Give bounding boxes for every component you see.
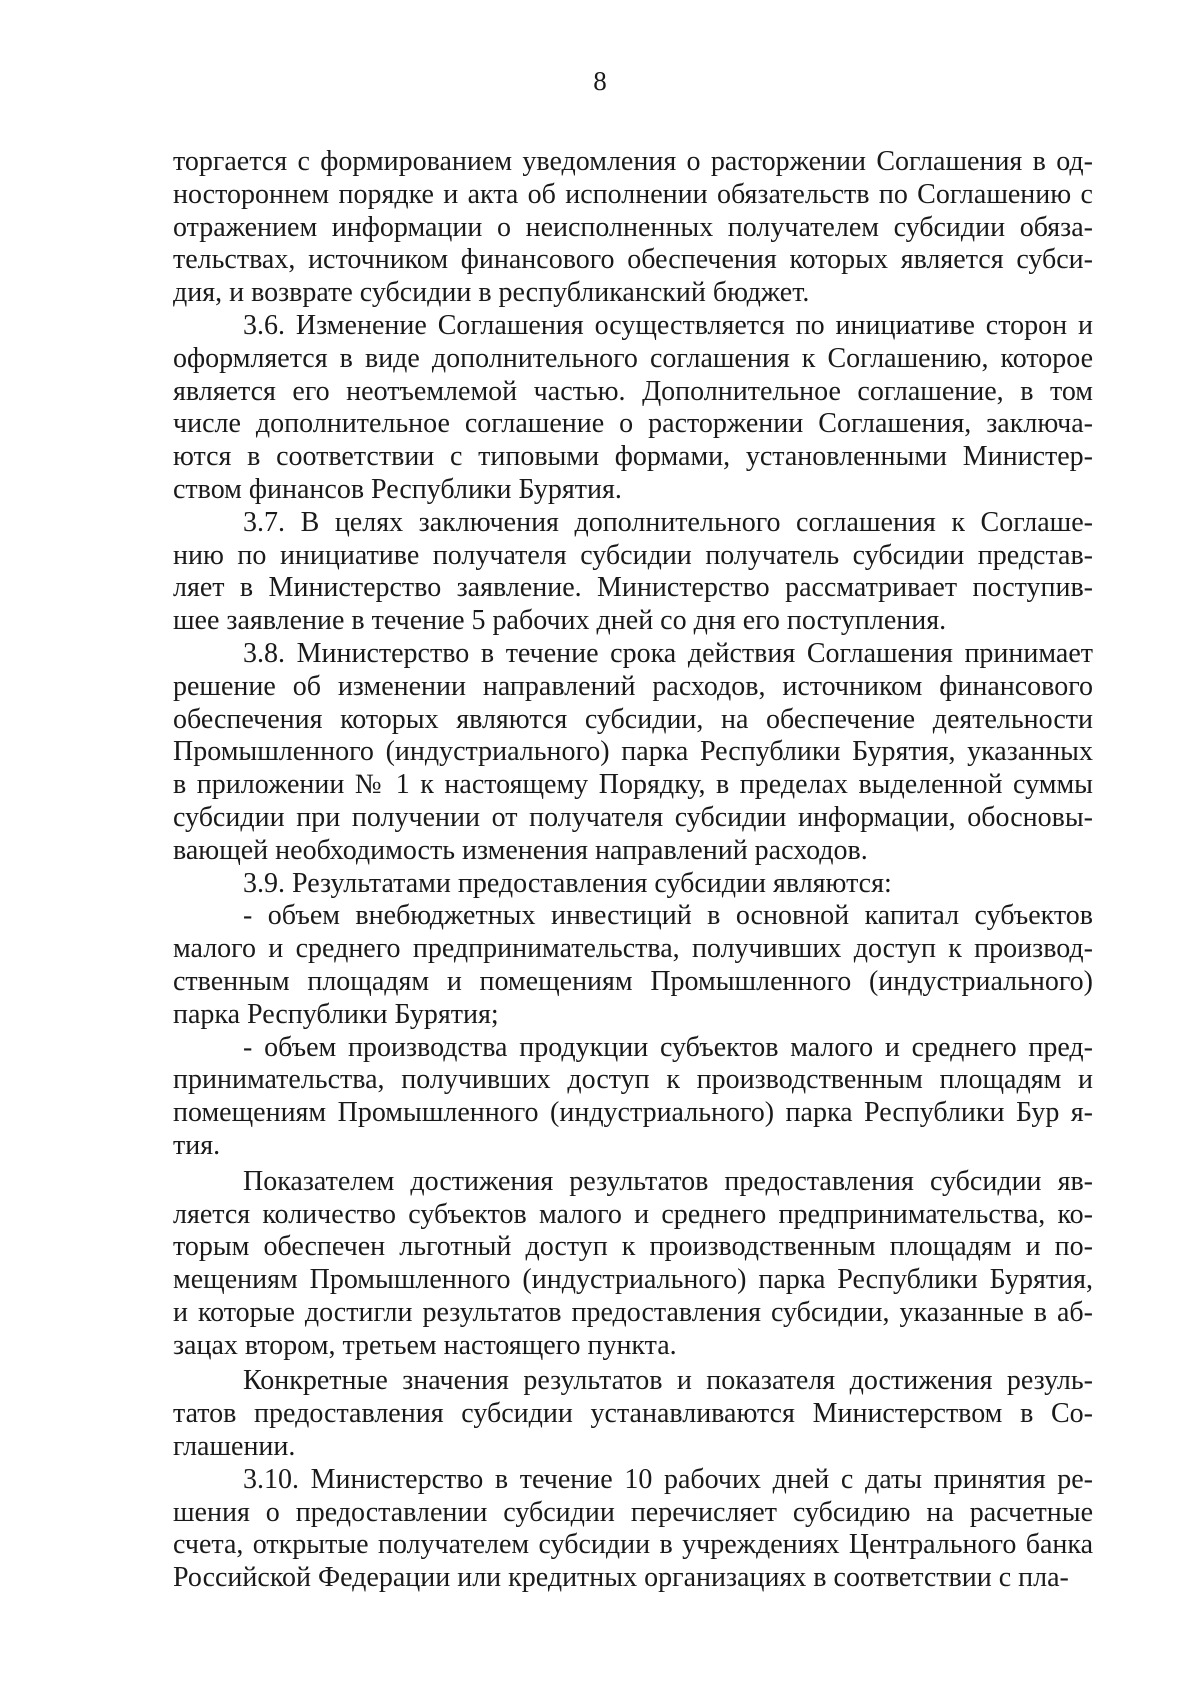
- paragraph: [173, 638, 1093, 868]
- text-line: помещениям Промышленного (индустриального) парка Республики Бур я-: [173, 1097, 1093, 1129]
- paragraph: [173, 1464, 1093, 1595]
- text-line: отражением информации о неисполненных получателем субсидии обяза-: [173, 211, 1093, 243]
- text-line: зацах втором, третьем настоящего пункта.: [173, 1329, 677, 1361]
- text-line: ляется количество субъектов малого и среднего предпринимательства, ко-: [173, 1198, 1093, 1230]
- text-line: ются в соответствии с типовыми формами, установленными Министер-: [173, 441, 1093, 473]
- text-line: и которые достигли результатов предоставления субсидии, указанные в аб-: [173, 1296, 1093, 1328]
- text-line: нию по инициативе получателя субсидии получатель субсидии представ-: [173, 539, 1093, 571]
- text-line: тельствах, источником финансового обеспечения которых является субси-: [173, 244, 1093, 276]
- page-number: 8: [593, 66, 607, 96]
- text-line: в приложении № 1 к настоящему Порядку, в пределах выделенной суммы: [173, 769, 1093, 801]
- text-line: ственным площадям и помещениям Промышленного (индустриального): [173, 965, 1093, 997]
- text-line: - объем производства продукции субъектов малого и среднего пред-: [243, 1031, 1093, 1063]
- paragraph: [173, 146, 1093, 310]
- paragraph: [173, 900, 1093, 1031]
- paragraph: [173, 1365, 1093, 1463]
- text-line: ляет в Министерство заявление. Министерство рассматривает поступив-: [173, 572, 1093, 604]
- text-line: шее заявление в течение 5 рабочих дней со дня его поступления.: [173, 605, 947, 637]
- text-line: 3.10. Министерство в течение 10 рабочих дней с даты принятия ре-: [243, 1463, 1093, 1495]
- text-line: торгается с формированием уведомления о расторжении Соглашения в од-: [173, 146, 1093, 177]
- text-line: дия, и возврате субсидии в республиканский бюджет.: [173, 277, 810, 309]
- text-line: 3.8. Министерство в течение срока действия Соглашения принимает: [243, 637, 1093, 669]
- paragraph: [173, 1032, 1093, 1163]
- text-line: Конкретные значения результатов и показателя достижения резуль-: [243, 1365, 1093, 1397]
- text-line: 3.7. В целях заключения дополнительного соглашения к Соглаше-: [243, 506, 1093, 538]
- text-line: татов предоставления субсидии устанавливаются Министерством в Со-: [173, 1398, 1093, 1430]
- text-line: 3.6. Изменение Соглашения осуществляется по инициативе сторон и: [243, 309, 1093, 341]
- paragraph: [173, 868, 1093, 901]
- text-line: субсидии при получении от получателя субсидии информации, обосновы-: [173, 801, 1093, 833]
- text-line: мещениям Промышленного (индустриального) парка Республики Бурятия,: [173, 1264, 1093, 1296]
- text-line: оформляется в виде дополнительного соглашения к Соглашению, которое: [173, 342, 1093, 374]
- text-line: решение об изменении направлений расходов, источником финансового: [173, 670, 1093, 702]
- text-line: ностороннем порядке и акта об исполнении обязательств по Соглашению с: [173, 178, 1093, 210]
- text-line: шения о предоставлении субсидии перечисляет субсидию на расчетные: [173, 1496, 1093, 1528]
- text-line: глашении.: [173, 1431, 296, 1463]
- text-line: Промышленного (индустриального) парка Республики Бурятия, указанных: [173, 736, 1093, 768]
- paragraph: [173, 310, 1093, 507]
- text-line: парка Республики Бурятия;: [173, 998, 499, 1030]
- text-line: счета, открытые получателем субсидии в учреждениях Центрального банка: [173, 1529, 1093, 1561]
- text-line: 3.9. Результатами предоставления субсидии являются:: [243, 867, 892, 899]
- paragraph: [173, 507, 1093, 638]
- text-line: малого и среднего предпринимательства, получивших доступ к производ-: [173, 933, 1093, 965]
- text-line: принимательства, получивших доступ к производственным площадям и: [173, 1064, 1093, 1096]
- text-line: торым обеспечен льготный доступ к производственным площадям и по-: [173, 1231, 1093, 1263]
- text-line: обеспечения которых являются субсидии, на обеспечение деятельности: [173, 703, 1093, 735]
- text-line: тия.: [173, 1129, 221, 1161]
- text-line: является его неотъемлемой частью. Дополнительное соглашение, в том: [173, 375, 1093, 407]
- text-line: Российской Федерации или кредитных организациях в соответствии с пла-: [173, 1562, 1069, 1594]
- text-line: Показателем достижения результатов предоставления субсидии яв-: [243, 1165, 1093, 1197]
- text-line: ством финансов Республики Бурятия.: [173, 473, 622, 505]
- text-line: вающей необходимость изменения направлений расходов.: [173, 834, 868, 866]
- text-line: - объем внебюджетных инвестиций в основной капитал субъектов: [243, 900, 1093, 932]
- document-body: [173, 146, 1093, 1595]
- text-line: числе дополнительное соглашение о расторжении Соглашения, заключа-: [173, 408, 1093, 440]
- paragraph: [173, 1166, 1093, 1363]
